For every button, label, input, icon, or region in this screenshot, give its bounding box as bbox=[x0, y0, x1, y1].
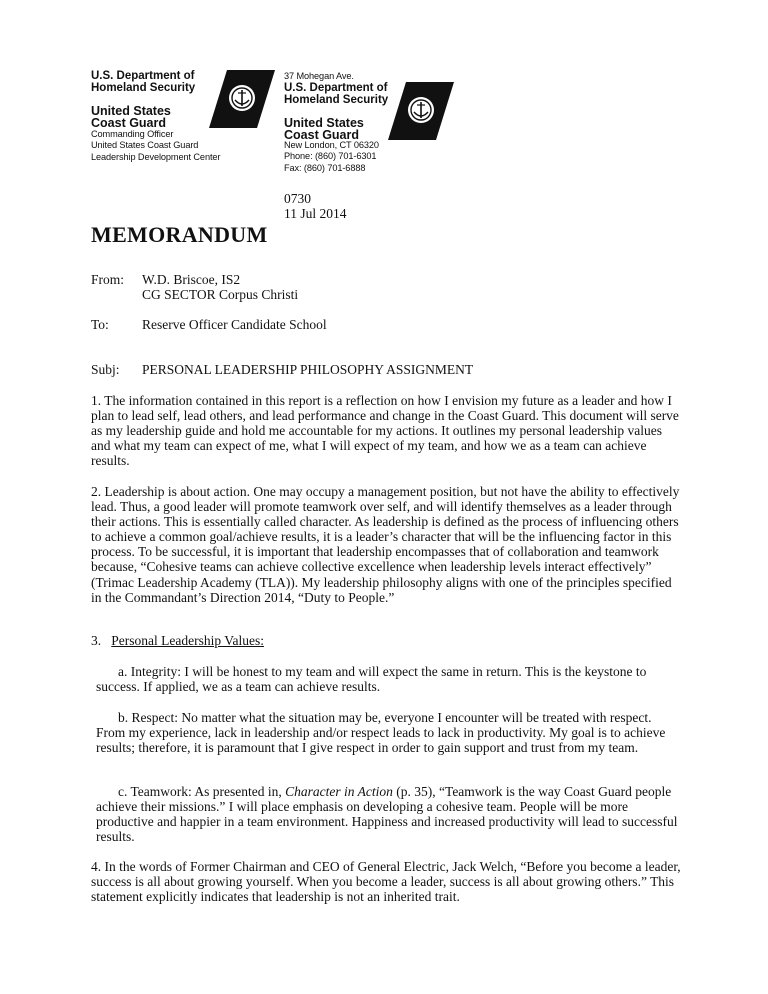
from-unit: CG SECTOR Corpus Christi bbox=[142, 287, 299, 303]
section-3-heading bbox=[91, 633, 264, 648]
cg-line-2: Coast Guard bbox=[91, 115, 167, 130]
right-address-block bbox=[284, 140, 484, 174]
street-address: 37 Mohegan Ave. bbox=[284, 71, 354, 81]
paragraph-4: 4. In the words of Former Chairman and CEO of General Electric, Jack Welch, “Before you become a leader, success is all about growing yourself. When you become a leader, success is all about growing others.” This statement explicitly indicates that leadership is not an inherited trait. bbox=[91, 859, 681, 905]
uscg-title-right bbox=[284, 118, 404, 141]
to-label: To: bbox=[91, 317, 109, 332]
value-integrity: a. Integrity: I will be honest to my team and will expect the same in return. This is the keystone to success. If applied, we as a team can achieve results. bbox=[96, 664, 647, 695]
teamwork-intro: c. Teamwork: As presented in, bbox=[118, 784, 286, 799]
office-title: Commanding Officer bbox=[91, 129, 174, 139]
ssic: 0730 bbox=[284, 191, 311, 206]
book-title: Character in Action bbox=[285, 784, 393, 799]
uscg-title bbox=[91, 106, 211, 129]
teamwork-text: (p. 35), “Teamwork is the way Coast Guard people achieve their missions.” I will place emphasis on developing a cohesive team. People will be more productive and happier in a team environment. Happiness and increased productivity will lead to successful results. bbox=[96, 784, 678, 845]
dhs-title bbox=[91, 70, 211, 94]
phone: Phone: (860) 701-6301 bbox=[284, 151, 377, 162]
value-teamwork bbox=[96, 784, 681, 844]
dhs-uscg-logo-left bbox=[91, 70, 281, 128]
memo-title: MEMORANDUM bbox=[91, 222, 268, 247]
left-address-block bbox=[91, 129, 281, 163]
dept-line-1-right: U.S. Department of bbox=[284, 82, 388, 94]
ssic-date-block bbox=[284, 191, 347, 221]
organization: United States Coast Guard bbox=[91, 140, 199, 151]
city-state-zip: New London, CT 06320 bbox=[284, 140, 379, 150]
from-block bbox=[142, 272, 298, 302]
coast-guard-stripe-icon bbox=[388, 82, 454, 140]
dhs-title-right bbox=[284, 82, 404, 106]
dept-line-1: U.S. Department of bbox=[91, 70, 195, 82]
center-name: Leadership Development Center bbox=[91, 151, 221, 162]
memo-date: 11 Jul 2014 bbox=[284, 206, 347, 222]
cg-line-2-right: Coast Guard bbox=[284, 127, 360, 142]
subj-value: PERSONAL LEADERSHIP PHILOSOPHY ASSIGNMENT bbox=[142, 362, 474, 377]
paragraph-1: 1. The information contained in this report is a reflection on how I envision my future as a leader and how I plan to lead self, lead others, and lead performance and change in the Coast Guard. This document will serve as my leadership guide and hold me accountable for my actions. It outlines my personal leadership values and what my team can expect of me, what I will expect of my team, and how we as a team can achieve results. bbox=[91, 393, 679, 469]
subj-label: Subj: bbox=[91, 362, 120, 377]
from-name: W.D. Briscoe, IS2 bbox=[142, 272, 241, 287]
value-respect: b. Respect: No matter what the situation may be, everyone I encounter will be treated with respect. From my experience, lack in leadership and/or respect leads to lack in productivity. My goal is to achieve results; therefore, it is paramount that I give respect in order to gain support and trust from my team. bbox=[96, 710, 666, 756]
section-3-title: Personal Leadership Values: bbox=[111, 633, 264, 648]
to-value: Reserve Officer Candidate School bbox=[142, 317, 327, 332]
dept-line-2: Homeland Security bbox=[91, 82, 196, 94]
section-3-number: 3. bbox=[91, 633, 102, 648]
from-label: From: bbox=[91, 272, 125, 287]
dept-line-2-right: Homeland Security bbox=[284, 94, 389, 106]
cg-line-1: United States bbox=[91, 104, 171, 118]
paragraph-2: 2. Leadership is about action. One may occupy a management position, but not have the ability to effectively lead. Thus, a good leader will promote teamwork over self, and will identify themselves as a leader through their actions. This is essentially called character. As leadership is defined as the process of influencing others to achieve a common goal/achieve results, it is a leader’s character that will be the influencing factor in this process. To be successful, it is important that leadership encompasses that of collaboration and teamwork because, “Cohesive teams can achieve collective excellence when leadership levels interact effectively” (Trimac Leadership Academy (TLA)). My leadership philosophy aligns with one of the principles specified in the Commandant’s Direction 2014, “Duty to People.” bbox=[91, 484, 680, 605]
coast-guard-stripe-icon bbox=[209, 70, 275, 128]
dhs-uscg-logo-right bbox=[284, 82, 474, 140]
cg-line-1-right: United States bbox=[284, 116, 364, 130]
fax: Fax: (860) 701-6888 bbox=[284, 162, 366, 173]
